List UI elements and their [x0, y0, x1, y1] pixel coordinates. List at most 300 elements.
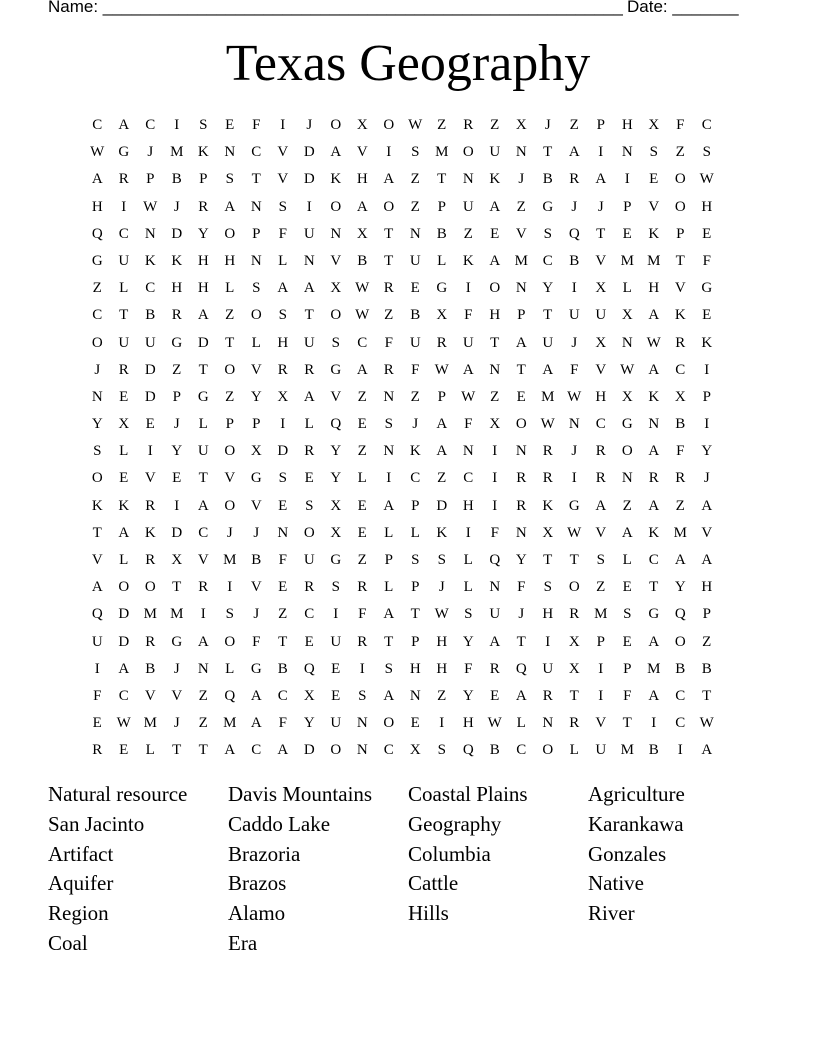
grid-letter: X — [330, 280, 342, 297]
grid-row — [84, 411, 720, 438]
grid-letter: S — [199, 117, 208, 133]
grid-row — [84, 438, 720, 465]
grid-letter: I — [704, 361, 710, 378]
grid-letter: O — [542, 742, 554, 759]
grid-letter: Z — [225, 307, 235, 324]
grid-letter: X — [595, 334, 607, 351]
grid-letter: E — [119, 742, 129, 759]
grid-letter: D — [171, 524, 183, 541]
grid-letter: E — [172, 470, 182, 487]
grid-letter: Q — [515, 660, 527, 677]
grid-letter: P — [411, 633, 420, 650]
grid-letter: N — [224, 144, 236, 161]
grid-letter: K — [462, 252, 474, 269]
grid-letter: L — [569, 742, 579, 759]
grid-letter: J — [544, 117, 551, 133]
grid-letter: U — [489, 144, 501, 161]
grid-letter: W — [143, 198, 158, 215]
grid-letter: I — [439, 715, 445, 732]
word-list-item: Coal — [48, 930, 88, 955]
grid-letter: H — [409, 660, 421, 677]
grid-letter: A — [118, 117, 130, 133]
grid-letter: A — [515, 687, 527, 704]
grid-letter: Z — [198, 687, 208, 704]
grid-letter: A — [330, 144, 342, 161]
grid-letter: K — [648, 225, 660, 242]
grid-letter: O — [330, 307, 342, 324]
grid-letter: V — [701, 524, 713, 541]
grid-letter: N — [515, 144, 527, 161]
word-list-item: Hills — [408, 901, 449, 926]
grid-letter: S — [305, 497, 314, 514]
grid-row — [84, 737, 720, 764]
grid-letter: L — [384, 524, 394, 541]
grid-letter: G — [648, 606, 660, 623]
grid-letter: D — [303, 742, 315, 759]
grid-letter: T — [172, 579, 182, 596]
grid-letter: O — [224, 633, 236, 650]
grid-letter: C — [516, 742, 527, 759]
grid-letter: F — [570, 361, 579, 378]
grid-letter: C — [675, 715, 686, 732]
grid-letter: E — [331, 660, 341, 677]
grid-letter: R — [304, 579, 315, 596]
grid-letter: V — [595, 715, 607, 732]
grid-letter: C — [92, 307, 103, 324]
grid-letter: E — [622, 579, 632, 596]
grid-letter: I — [598, 144, 604, 161]
grid-letter: N — [542, 715, 554, 732]
grid-letter: A — [701, 497, 713, 514]
grid-letter: W — [461, 388, 476, 405]
grid-letter: M — [170, 606, 184, 623]
grid-letter: K — [542, 497, 554, 514]
grid-letter: T — [516, 361, 526, 378]
grid-letter: U — [303, 225, 315, 242]
grid-letter: Y — [197, 225, 209, 242]
grid-letter: G — [330, 552, 342, 568]
grid-letter: H — [356, 171, 368, 188]
grid-letter: H — [436, 633, 448, 650]
grid-letter: E — [622, 225, 632, 242]
grid-letter: C — [145, 280, 156, 297]
grid-letter: T — [304, 307, 314, 324]
word-list — [48, 780, 768, 959]
grid-letter: Z — [384, 307, 394, 324]
grid-letter: E — [145, 416, 155, 433]
grid-row — [84, 683, 720, 710]
grid-letter: S — [331, 334, 340, 351]
grid-row — [84, 493, 720, 520]
grid-letter: V — [277, 171, 289, 188]
grid-letter: T — [198, 742, 208, 759]
grid-letter: P — [517, 307, 526, 324]
grid-letter: K — [674, 307, 686, 324]
grid-letter: U — [462, 198, 474, 215]
grid-row — [84, 656, 720, 683]
grid-letter: I — [359, 660, 365, 677]
grid-letter: Y — [91, 416, 103, 433]
grid-letter: T — [384, 633, 394, 650]
grid-letter: V — [144, 687, 156, 704]
grid-letter: N — [303, 252, 315, 269]
grid-letter: E — [622, 633, 632, 650]
grid-row — [84, 384, 720, 411]
grid-letter: P — [437, 198, 446, 215]
grid-letter: B — [171, 171, 182, 188]
grid-letter: V — [595, 524, 607, 541]
grid-letter: I — [624, 171, 630, 188]
grid-letter: Z — [622, 497, 632, 514]
grid-letter: N — [462, 171, 474, 188]
grid-letter: A — [118, 660, 130, 677]
grid-letter: T — [490, 334, 500, 351]
grid-letter: J — [173, 416, 180, 433]
grid-letter: J — [173, 198, 180, 215]
grid-letter: N — [621, 470, 633, 487]
grid-letter: R — [357, 579, 368, 596]
grid-letter: L — [119, 552, 129, 568]
grid-letter: C — [675, 687, 686, 704]
grid-letter: L — [251, 334, 261, 351]
grid-letter: D — [197, 334, 209, 351]
grid-letter: O — [330, 742, 342, 759]
grid-letter: T — [702, 687, 712, 704]
grid-letter: X — [515, 117, 527, 133]
grid-letter: F — [623, 687, 632, 704]
grid-letter: E — [304, 470, 314, 487]
grid-letter: T — [172, 742, 182, 759]
grid-letter: R — [383, 361, 394, 378]
grid-letter: E — [278, 579, 288, 596]
grid-letter: D — [118, 633, 130, 650]
grid-letter: E — [410, 280, 420, 297]
grid-letter: E — [304, 633, 314, 650]
grid-letter: A — [489, 198, 501, 215]
grid-letter: Z — [278, 606, 288, 623]
grid-letter: A — [701, 742, 713, 759]
grid-letter: T — [198, 361, 208, 378]
grid-letter: R — [516, 470, 527, 487]
grid-letter: A — [277, 280, 289, 297]
grid-letter: N — [515, 524, 527, 541]
grid-letter: I — [280, 416, 286, 433]
grid-letter: S — [411, 552, 420, 568]
grid-letter: R — [595, 443, 606, 460]
grid-row — [84, 710, 720, 737]
grid-letter: R — [145, 497, 156, 514]
grid-letter: F — [490, 524, 499, 541]
grid-letter: X — [303, 687, 315, 704]
grid-letter: L — [119, 443, 129, 460]
grid-letter: I — [94, 660, 100, 677]
grid-letter: X — [674, 388, 686, 405]
grid-letter: X — [118, 416, 130, 433]
grid-letter: J — [571, 443, 578, 460]
grid-letter: W — [408, 117, 423, 133]
grid-letter: H — [462, 497, 474, 514]
grid-letter: S — [437, 742, 446, 759]
grid-letter: V — [595, 361, 607, 378]
grid-letter: A — [648, 687, 660, 704]
grid-letter: I — [227, 579, 233, 596]
grid-letter: E — [702, 225, 712, 242]
grid-letter: Z — [490, 388, 500, 405]
grid-letter: C — [198, 524, 209, 541]
grid-letter: Z — [437, 687, 447, 704]
grid-letter: L — [119, 280, 129, 297]
grid-letter: J — [412, 416, 419, 433]
grid-letter: A — [303, 280, 315, 297]
grid-letter: S — [702, 144, 711, 161]
grid-letter: S — [411, 144, 420, 161]
grid-letter: U — [303, 334, 315, 351]
grid-row — [84, 112, 720, 139]
grid-letter: A — [648, 307, 660, 324]
grid-letter: V — [224, 470, 236, 487]
grid-letter: F — [252, 117, 261, 133]
grid-letter: R — [489, 660, 500, 677]
grid-letter: R — [118, 361, 129, 378]
grid-letter: F — [358, 606, 367, 623]
grid-letter: P — [676, 225, 685, 242]
grid-letter: A — [356, 361, 368, 378]
grid-letter: P — [596, 117, 605, 133]
grid-letter: T — [675, 252, 685, 269]
word-list-item: Caddo Lake — [228, 811, 331, 836]
grid-letter: I — [333, 606, 339, 623]
grid-letter: J — [253, 524, 260, 541]
grid-letter: J — [518, 171, 525, 188]
grid-letter: Z — [437, 117, 447, 133]
grid-letter: W — [487, 715, 502, 732]
grid-letter: A — [224, 198, 236, 215]
grid-letter: U — [197, 443, 209, 460]
grid-letter: T — [543, 552, 553, 568]
grid-letter: H — [595, 388, 607, 405]
grid-letter: W — [567, 524, 582, 541]
grid-letter: Z — [675, 497, 685, 514]
grid-letter: P — [411, 579, 420, 596]
grid-row — [84, 547, 720, 574]
word-list-item: Era — [228, 930, 258, 955]
grid-letter: R — [463, 117, 474, 133]
grid-letter: I — [386, 144, 392, 161]
grid-letter: D — [303, 144, 315, 161]
grid-letter: Z — [516, 198, 526, 215]
grid-letter: R — [675, 334, 686, 351]
grid-letter: M — [514, 252, 528, 269]
grid-letter: I — [465, 280, 471, 297]
grid-letter: Z — [357, 443, 367, 460]
grid-letter: E — [490, 687, 500, 704]
grid-row — [84, 166, 720, 193]
word-list-item: San Jacinto — [48, 811, 145, 836]
word-list-item: Davis Mountains — [228, 782, 373, 806]
grid-letter: X — [621, 307, 633, 324]
grid-letter: T — [569, 687, 579, 704]
grid-letter: E — [225, 117, 235, 133]
grid-letter: O — [674, 171, 686, 188]
grid-letter: J — [438, 579, 445, 596]
grid-letter: R — [383, 280, 394, 297]
grid-letter: O — [621, 443, 633, 460]
grid-letter: E — [92, 715, 102, 732]
grid-letter: B — [675, 416, 686, 433]
grid-letter: T — [119, 307, 129, 324]
grid-letter: X — [250, 443, 262, 460]
grid-letter: A — [462, 361, 474, 378]
grid-letter: U — [330, 633, 342, 650]
grid-letter: Z — [596, 579, 606, 596]
grid-letter: R — [569, 715, 580, 732]
grid-letter: S — [543, 225, 552, 242]
grid-letter: B — [648, 742, 659, 759]
grid-letter: V — [250, 497, 262, 514]
grid-letter: M — [143, 606, 157, 623]
grid-letter: G — [250, 470, 262, 487]
grid-letter: X — [595, 280, 607, 297]
grid-letter: L — [516, 715, 526, 732]
grid-letter: I — [677, 742, 683, 759]
grid-letter: U — [542, 660, 554, 677]
grid-letter: O — [568, 579, 580, 596]
grid-letter: Z — [569, 117, 579, 133]
grid-letter: T — [596, 225, 606, 242]
grid-row — [84, 520, 720, 547]
grid-letter: K — [489, 171, 501, 188]
grid-letter: O — [91, 334, 103, 351]
grid-letter: R — [118, 171, 129, 188]
grid-letter: L — [463, 552, 473, 568]
grid-letter: O — [383, 198, 395, 215]
grid-letter: E — [357, 524, 367, 541]
grid-letter: S — [252, 280, 261, 297]
grid-letter: B — [145, 660, 156, 677]
grid-letter: L — [145, 742, 155, 759]
grid-letter: U — [595, 742, 607, 759]
grid-letter: Y — [515, 552, 527, 568]
grid-letter: I — [492, 443, 498, 460]
grid-letter: C — [463, 470, 474, 487]
grid-letter: X — [568, 633, 580, 650]
grid-letter: I — [147, 443, 153, 460]
grid-letter: Z — [357, 388, 367, 405]
grid-letter: I — [545, 633, 551, 650]
grid-letter: I — [465, 524, 471, 541]
grid-letter: P — [411, 497, 420, 514]
word-list-item: Karankawa — [588, 811, 684, 836]
grid-letter: J — [571, 198, 578, 215]
grid-letter: X — [648, 117, 660, 133]
grid-row — [84, 330, 720, 357]
grid-letter: A — [91, 579, 103, 596]
grid-letter: N — [277, 524, 289, 541]
grid-letter: W — [646, 334, 661, 351]
grid-letter: R — [145, 633, 156, 650]
grid-letter: M — [673, 524, 687, 541]
grid-letter: G — [330, 361, 342, 378]
grid-letter: A — [542, 361, 554, 378]
grid-letter: L — [410, 524, 420, 541]
grid-letter: H — [197, 280, 209, 297]
grid-letter: G — [568, 497, 580, 514]
grid-letter: O — [303, 524, 315, 541]
grid-letter: W — [355, 307, 370, 324]
grid-letter: S — [278, 470, 287, 487]
grid-letter: Q — [91, 225, 103, 242]
grid-letter: N — [462, 443, 474, 460]
grid-letter: A — [595, 171, 607, 188]
grid-letter: U — [409, 334, 421, 351]
grid-letter: S — [596, 552, 605, 568]
grid-letter: V — [330, 388, 342, 405]
grid-letter: P — [437, 388, 446, 405]
grid-letter: O — [383, 117, 395, 133]
grid-letter: N — [489, 579, 501, 596]
grid-letter: V — [91, 552, 103, 568]
grid-letter: L — [622, 552, 632, 568]
grid-letter: N — [383, 443, 395, 460]
grid-letter: X — [356, 225, 368, 242]
grid-letter: D — [277, 443, 289, 460]
grid-row — [84, 194, 720, 221]
grid-letter: G — [701, 280, 713, 297]
date-field-label: Date: _______ — [627, 0, 739, 16]
grid-letter: O — [330, 198, 342, 215]
grid-letter: Q — [489, 552, 501, 568]
grid-letter: L — [463, 579, 473, 596]
grid-letter: O — [674, 198, 686, 215]
grid-letter: N — [356, 715, 368, 732]
grid-letter: U — [489, 606, 501, 623]
grid-letter: V — [674, 280, 686, 297]
word-list-item: Artifact — [48, 841, 114, 866]
grid-letter: W — [116, 715, 131, 732]
grid-row — [84, 629, 720, 656]
grid-letter: G — [250, 660, 262, 677]
grid-letter: C — [357, 334, 368, 351]
grid-letter: O — [224, 361, 236, 378]
grid-letter: C — [595, 416, 606, 433]
grid-letter: I — [306, 198, 312, 215]
grid-letter: H — [701, 198, 713, 215]
grid-row — [84, 248, 720, 275]
word-list-item: Region — [48, 901, 109, 926]
grid-letter: N — [91, 388, 103, 405]
grid-letter: A — [224, 742, 236, 759]
grid-letter: J — [703, 470, 710, 487]
grid-letter: E — [410, 715, 420, 732]
grid-letter: S — [543, 579, 552, 596]
grid-letter: I — [386, 470, 392, 487]
grid-row — [84, 275, 720, 302]
grid-letter: W — [620, 361, 635, 378]
grid-letter: Q — [568, 225, 580, 242]
grid-letter: R — [145, 552, 156, 568]
grid-letter: P — [146, 171, 155, 188]
grid-letter: B — [145, 307, 156, 324]
grid-letter: O — [224, 443, 236, 460]
grid-letter: W — [540, 416, 555, 433]
grid-letter: O — [383, 715, 395, 732]
grid-letter: Q — [303, 660, 315, 677]
grid-letter: A — [515, 334, 527, 351]
grid-letter: K — [648, 388, 660, 405]
grid-letter: D — [144, 361, 156, 378]
grid-letter: D — [144, 388, 156, 405]
grid-letter: H — [648, 280, 660, 297]
